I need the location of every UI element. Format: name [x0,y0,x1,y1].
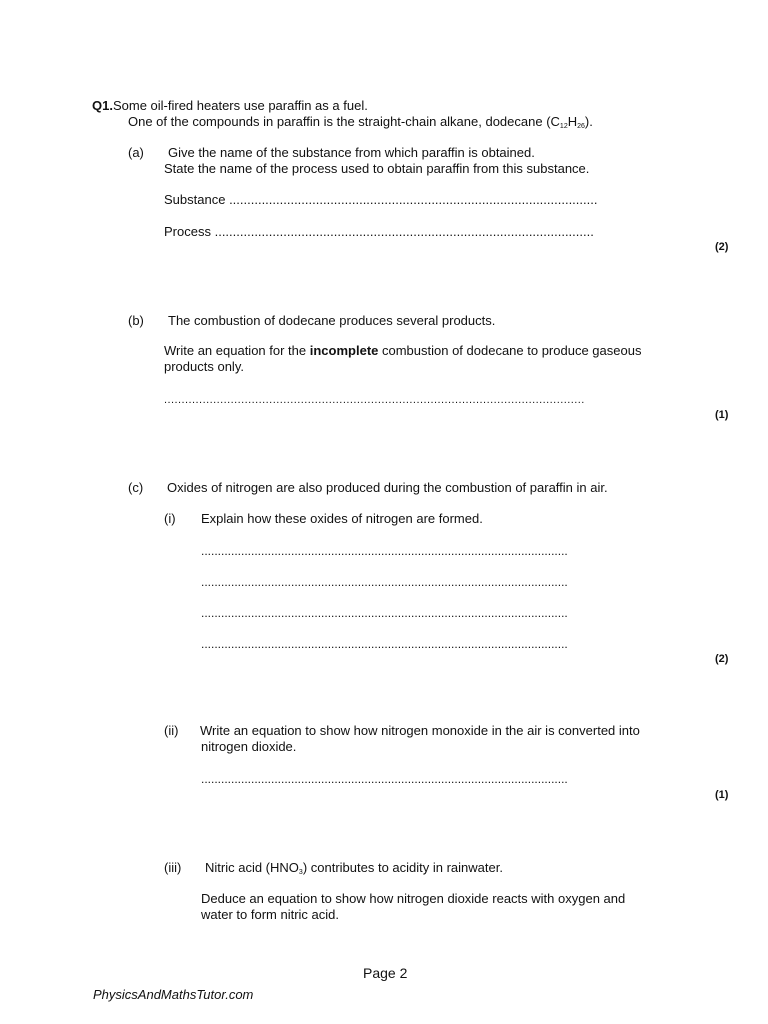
substance-answer-line[interactable] [164,192,597,208]
substance-label: Substance [164,192,226,207]
process-answer-line[interactable] [164,224,594,240]
site-footer: PhysicsAndMathsTutor.com [93,987,254,1002]
sub-i-answer-line-3[interactable]: .............................................................................................................. [201,606,568,620]
process-label: Process [164,224,211,239]
sub-iii-line2: Deduce an equation to show how nitrogen dioxide reacts with oxygen and [201,891,626,906]
part-b-line2-pre: Write an equation for the [164,343,310,358]
part-b-line3: products only. [164,359,244,374]
part-b-bold-word: incomplete [309,343,379,358]
sub-ii-label: (ii) [164,723,179,738]
intro-sub-hydrogen: 26 [577,123,585,130]
sub-i-answer-line-4[interactable]: .............................................................................................................. [201,637,568,651]
part-a-line2: State the name of the process used to obtain paraffin from this substance. [164,161,590,176]
part-b-answer-line[interactable]: ........................................................................................................................ [164,394,585,406]
part-b-line2-post: combustion of dodecane to produce gaseous [378,343,642,358]
nitrate-subscript: 3 [298,869,303,876]
part-a-line1: Give the name of the substance from which paraffin is obtained. [168,145,535,160]
sub-i-marks: (2) [715,653,729,665]
sub-i-answer-line-2[interactable]: .............................................................................................................. [201,575,568,589]
sub-ii-marks: (1) [715,789,729,801]
sub-ii-answer-line[interactable]: .............................................................................................................. [201,772,568,786]
part-b-marks: (1) [715,409,729,421]
part-b-label: (b) [128,313,144,328]
intro-sub-carbon: 12 [559,123,568,130]
part-b-line2 [164,343,641,359]
sub-iii-line1-post: ) contributes to acidity in rainwater. [302,860,503,875]
part-a-marks: (2) [715,241,729,253]
substance-dots: ...................................................................................................... [229,192,598,207]
sub-iii-line3: water to form nitric acid. [201,907,339,922]
question-number: Q1. [92,98,113,113]
process-dots: ......................................................................................................... [214,224,594,239]
question-intro-text: Some oil-fired heaters use paraffin as a fuel. [112,98,368,113]
sub-i-answer-line-1[interactable]: .............................................................................................................. [201,544,568,558]
part-c-label: (c) [128,480,144,495]
intro-hydrogen: H [567,114,578,129]
part-c-line1: Oxides of nitrogen are also produced during the combustion of paraffin in air. [167,480,608,495]
intro-line2-post: ). [584,114,593,129]
intro-line2-pre: One of the compounds in paraffin is the straight-chain alkane, dodecane (C [128,114,560,129]
part-a-label: (a) [128,145,144,160]
question-intro-line1 [92,98,368,114]
sub-i-text: Explain how these oxides of nitrogen are formed. [201,511,483,526]
sub-iii-label: (iii) [164,860,182,875]
sub-ii-line1: Write an equation to show how nitrogen monoxide in the air is converted into [200,723,640,738]
part-b-line1: The combustion of dodecane produces several products. [168,313,496,328]
question-intro-line2 [128,114,593,130]
sub-iii-line1 [205,860,503,876]
sub-iii-line1-pre: Nitric acid (HNO [205,860,299,875]
page-number: Page 2 [363,965,408,981]
sub-i-label: (i) [164,511,176,526]
sub-ii-line2: nitrogen dioxide. [201,739,297,754]
